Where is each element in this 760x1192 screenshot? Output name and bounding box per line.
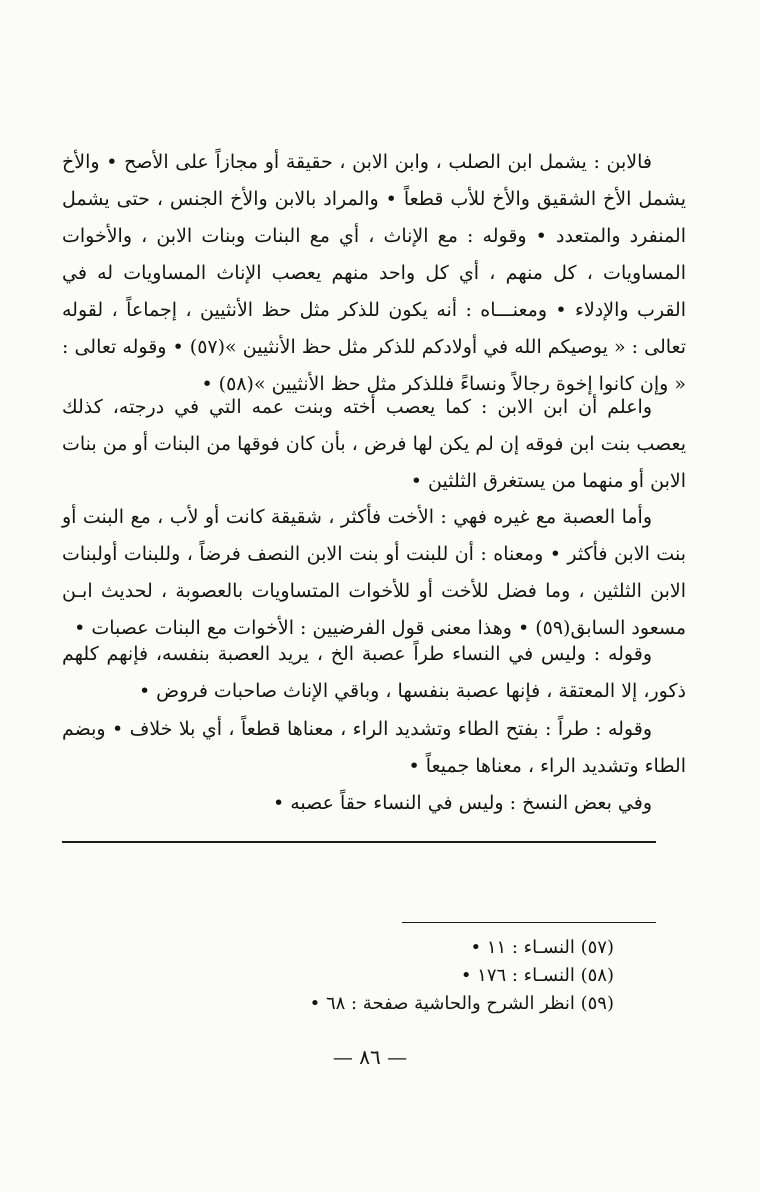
paragraph-text: وفي بعض النسخ : وليس في النساء حقاً عصبه • xyxy=(273,792,652,814)
footnote-58: (٥٨) النسـاء : ١٧٦ • xyxy=(460,965,614,986)
paragraph-text: وقوله : وليس في النساء طراً عصبة الخ ، يريد العصبة بنفسه، فإنهم كلهم ذكور، إلا المعتقة ، فإنها عصبة بنفسها ، وباقي الإناث صاحبات فروض • xyxy=(62,643,686,702)
paragraph-grandson xyxy=(62,389,686,500)
paragraph-agnates-with-others xyxy=(62,499,686,647)
footnote-57: (٥٧) النسـاء : ١١ • xyxy=(470,937,614,958)
paragraph-text: فالابن : يشمل ابن الصلب ، وابن الابن ، حقيقة أو مجازاً على الأصح • والأخ يشمل الأخ الشقيق والأخ للأب قطعاً • والمراد بالابن والأخ الجنس ، حتى يشمل المنفرد والمتعدد • وقوله : مع الإناث ، أي مع البنات وبنات الابن ، والأخوات المساويات ، كل منهم ، أي كل واحد منهم يعصب الإناث المساويات له في القرب والإدلاء • ومعنـــاه : أنه يكون للذكر مثل حظ الأنثيين ، إجماعاً ، لقوله تعالى : « يوصيكم الله في أولادكم للذكر مثل حظ الأنثيين »(٥٧) • وقوله تعالى : « وإن كانوا إخوة رجالاً ونساءً فللذكر مثل حظ الأنثيين »(٥٨) • xyxy=(62,151,686,395)
footnote-59: (٥٩) انظر الشرح والحاشية صفحة : ٦٨ • xyxy=(309,993,614,1014)
paragraph-manuscript-variant xyxy=(62,785,686,822)
text-divider xyxy=(62,841,656,843)
footnote-divider xyxy=(402,922,656,923)
paragraph-text: واعلم أن ابن الابن : كما يعصب أخته وبنت عمه التي في درجته، كذلك يعصب بنت ابن فوقه إن لم يكن لها فرض ، بأن كان فوقها من البنات أو من بنات الابن أو منهما من يستغرق الثلثين • xyxy=(62,396,686,492)
page-number: — ٨٦ — xyxy=(332,1045,408,1069)
paragraph-women-agnates xyxy=(62,636,686,710)
paragraph-text: وقوله : طراً : بفتح الطاء وتشديد الراء ، معناها قطعاً ، أي بلا خلاف • وبضم الطاء وتشديد الراء ، معناها جميعاً • xyxy=(62,718,686,777)
paragraph-text: وأما العصبة مع غيره فهي : الأخت فأكثر ، شقيقة كانت أو لأب ، مع البنت أو بنت الابن فأكثر • ومعناه : أن للبنت أو بنت الابن النصف فرضاً ، وللبنات أولبنات الابن الثلثين ، وما فضل للأخت أو للأخوات المتساويات بالعصوبة ، لحديث ابـن مسعود السابق(٥٩) • وهذا معنى قول الفرضيين : الأخوات مع البنات عصبات • xyxy=(62,506,686,639)
paragraph-agnates-by-self xyxy=(62,144,686,403)
paragraph-tarran-meaning xyxy=(62,711,686,785)
